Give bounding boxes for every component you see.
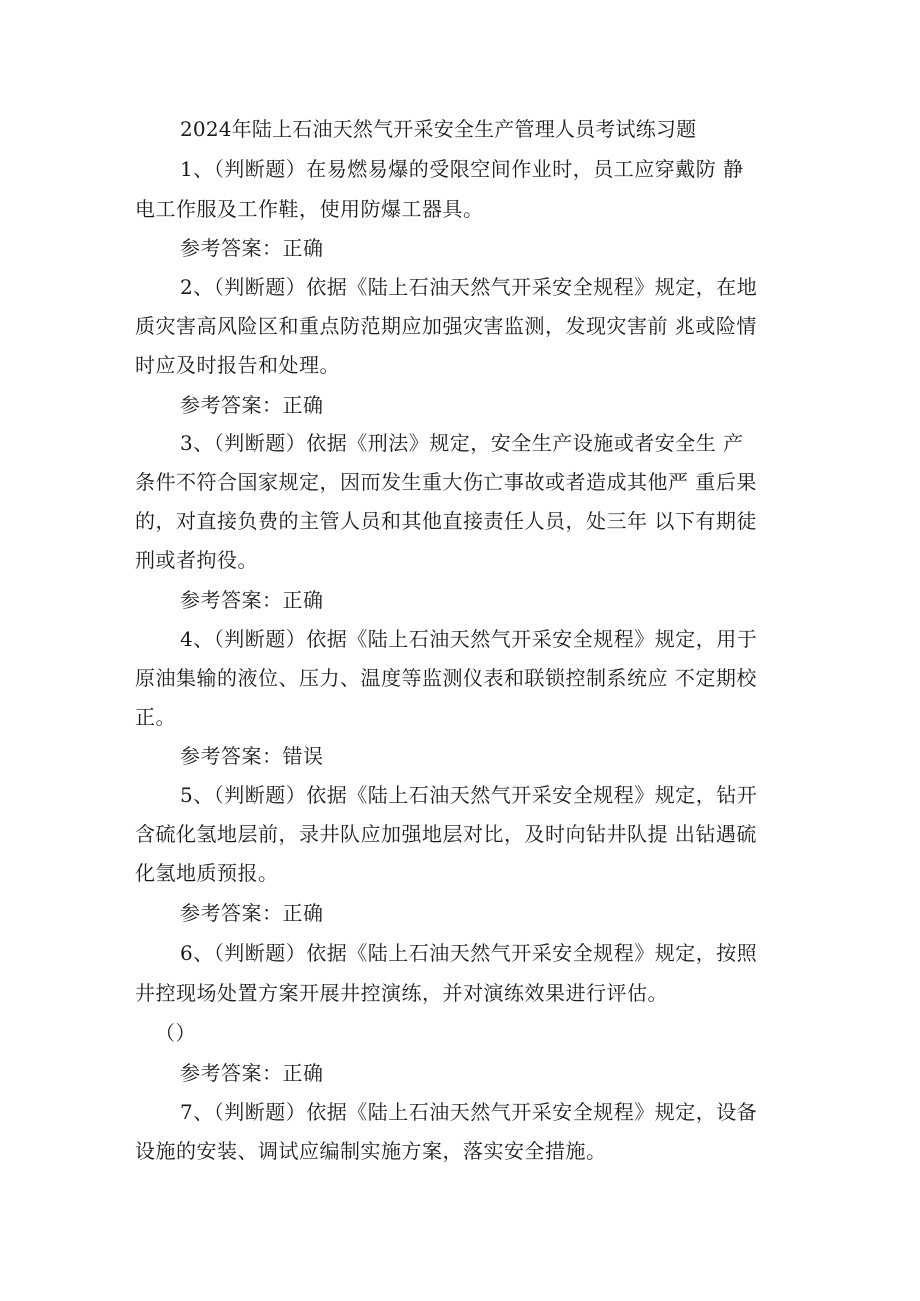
question-7-line-1: 7、（判断题）依据《陆上石油天然气开采安全规程》规定，设备 [180,1100,758,1124]
question-2-line-3: 时应及时报告和处理。 [135,353,340,377]
question-3-line-2: 条件不符合国家规定，因而发生重大伤亡事故或者造成其他严 重后果 [135,470,757,494]
question-2-line-1: 2、（判断题）依据《陆上石油天然气开采安全规程》规定，在地 [180,275,758,299]
question-6-answer: 参考答案：正确 [180,1061,324,1085]
question-1-answer: 参考答案：正确 [180,236,324,260]
question-3-answer: 参考答案：正确 [180,588,324,612]
question-6-line-1: 6、（判断题）依据《陆上石油天然气开采安全规程》规定，按照 [180,941,758,965]
question-2-answer: 参考答案：正确 [180,393,324,417]
document-title: 2024年陆上石油天然气开采安全生产管理人员考试练习题 [180,117,697,141]
question-7-line-2: 设施的安装、调试应编制实施方案，落实安全措施。 [135,1139,607,1163]
question-5-answer: 参考答案：正确 [180,901,324,925]
question-4-answer: 参考答案：错误 [180,744,324,768]
question-5-line-2: 含硫化氢地层前，录井队应加强地层对比，及时向钻井队提 出钻遇硫 [135,822,757,846]
question-2-line-2: 质灾害高风险区和重点防范期应加强灾害监测，发现灾害前 兆或险情 [135,314,757,338]
question-5-line-1: 5、（判断题）依据《陆上石油天然气开采安全规程》规定，钻开 [180,783,758,807]
question-1-line-1: 1、（判断题）在易燃易爆的受限空间作业时，员工应穿戴防 静 [180,157,744,181]
question-6-line-2: 井控现场处置方案开展井控演练，并对演练效果进行评估。 [135,981,668,1005]
question-1-line-2: 电工作服及工作鞋，使用防爆工器具。 [135,197,484,221]
question-3-line-1: 3、（判断题）依据《刑法》规定，安全生产设施或者安全生 产 [180,431,744,455]
question-4-line-1: 4、（判断题）依据《陆上石油天然气开采安全规程》规定，用于 [180,627,758,651]
question-4-line-2: 原油集输的液位、压力、温度等监测仪表和联锁控制系统应 不定期校 [135,666,757,690]
question-6-line-3: （） [155,1021,196,1045]
question-3-line-4: 刑或者拘役。 [135,548,258,572]
question-5-line-3: 化氢地质预报。 [135,861,279,885]
question-4-line-3: 正。 [135,705,176,729]
question-3-line-3: 的，对直接负费的主管人员和其他直接责任人员，处三年 以下有期徒 [135,509,757,533]
